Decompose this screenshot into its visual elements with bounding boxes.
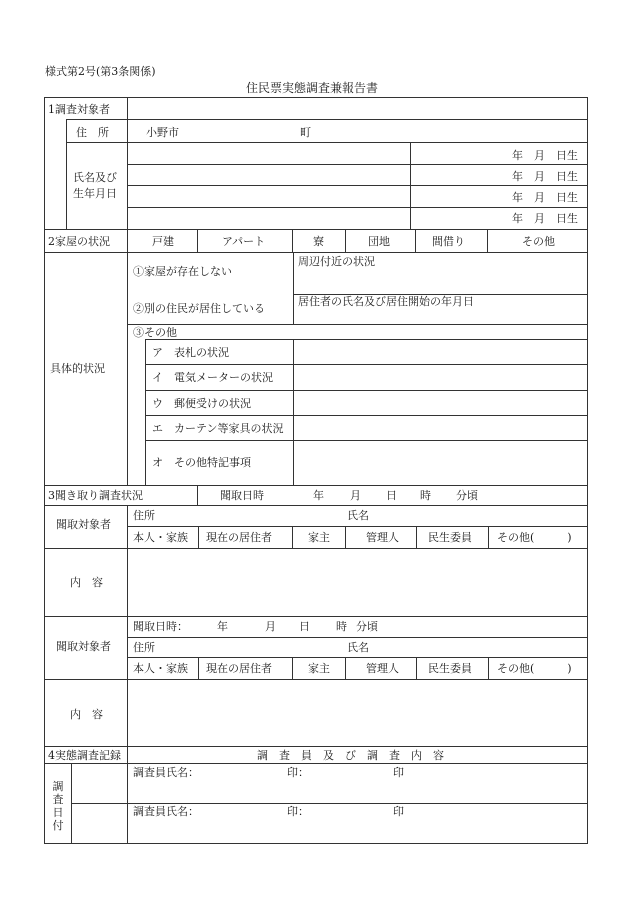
birth-date-2: 年 月 日生 [512,170,578,183]
address-city: 小野市 [146,126,179,139]
relation-other-2: その他( ) [497,662,572,675]
investigator-seal-1a: 印： [287,766,309,779]
divider [44,505,588,506]
sub-item-nameplate: ア 表札の状況 [152,346,229,359]
interviewee-name-1: 氏名 [347,509,369,522]
section4-label: 4実態調査記録 [48,749,121,762]
divider [145,364,588,365]
content-label-1: 内 容 [70,576,103,589]
relation-welfare-commissioner-2: 民生委員 [428,662,472,675]
divider [44,746,588,747]
interview-month: 月 [350,489,361,502]
interview-year: 年 [313,489,324,502]
divider [293,339,294,485]
house-type-detached: 戸建 [152,235,174,248]
divider [127,324,588,325]
detail-item2: ②別の住民が居住している [133,302,265,315]
divider [127,97,128,119]
divider [127,252,128,485]
divider [415,229,416,252]
relation-resident-1: 現在の居住者 [206,531,272,544]
divider [487,229,488,252]
relation-manager-1: 管理人 [366,531,399,544]
divider [44,616,588,617]
sub-item-mailbox: ウ 郵便受けの状況 [152,397,251,410]
investigation-date-label: 調 査 日 付 [52,780,64,832]
investigator-name-label-2: 調査員氏名： [133,805,199,818]
divider [292,657,293,679]
detail-item1: ①家屋が存在しない [133,265,232,278]
divider [127,119,128,229]
divider [345,657,346,679]
divider [345,526,346,548]
sub-item-curtains: エ カーテン等家具の状況 [152,422,284,435]
interview-day: 日 [386,489,397,502]
interview-minute: 分頃 [456,489,478,502]
relation-landlord-2: 家主 [308,662,330,675]
name-birth-label-line2: 生年月日 [73,187,117,200]
divider [66,119,67,229]
section1-label: 1調査対象者 [48,103,110,116]
house-type-dormitory: 寮 [313,235,324,248]
detail-item2-note: 居住者の氏名及び居住開始の年月日 [298,295,474,308]
house-type-apartment: アパート [222,235,266,248]
section4-heading: 調 査 員 及 び 調 査 内 容 [257,749,444,762]
relation-self-family-2: 本人・家族 [133,662,188,675]
house-type-complex: 団地 [368,235,390,248]
investigator-seal-1b: 印 [393,766,404,779]
birth-date-3: 年 月 日生 [512,191,578,204]
name-birth-label-line1: 氏名及び [73,171,117,184]
detail-item3: ③その他 [133,326,177,339]
interviewee-label-2: 聞取対象者 [56,640,111,653]
investigator-seal-2a: 印： [287,805,309,818]
divider [345,229,346,252]
interview-datetime2-label: 聞取日時： [133,620,188,633]
divider [292,526,293,548]
divider [44,679,588,680]
divider [44,485,588,486]
interview-hour: 時 [420,489,431,502]
interview2-day: 日 [299,620,310,633]
section3-label: 3聞き取り調査状況 [48,489,143,502]
divider [71,803,588,804]
divider [127,637,588,638]
house-type-other: その他 [522,235,555,248]
house-type-room-rent: 間借り [432,235,465,248]
divider [127,164,588,165]
divider [127,657,588,658]
interviewee-address-2: 住所 [133,641,155,654]
relation-landlord-1: 家主 [308,531,330,544]
interview2-year: 年 [217,620,228,633]
birth-date-1: 年 月 日生 [512,149,578,162]
divider [145,440,588,441]
form-number: 様式第2号(第3条関係) [45,65,156,78]
divider [66,142,588,143]
interview2-month: 月 [265,620,276,633]
content-label-2: 内 容 [70,708,103,721]
relation-self-family-1: 本人・家族 [133,531,188,544]
interview2-hour: 時 [336,620,347,633]
detail-item1-note: 周辺付近の状況 [298,255,375,268]
interviewee-name-2: 氏名 [347,641,369,654]
divider [292,229,293,252]
form-frame [44,97,588,844]
divider [145,339,588,340]
divider [44,548,588,549]
detail-label: 具体的状況 [50,362,105,375]
divider [127,746,128,844]
address-label: 住 所 [76,126,109,139]
divider [127,185,588,186]
divider [145,390,588,391]
investigator-name-label-1: 調査員氏名： [133,766,199,779]
divider [488,526,489,548]
divider [44,763,588,764]
divider [44,252,588,253]
divider [127,229,128,252]
interview-datetime-label: 聞取日時 [220,489,264,502]
divider [198,657,199,679]
relation-manager-2: 管理人 [366,662,399,675]
divider [145,339,146,485]
divider [127,526,588,527]
divider [127,207,588,208]
interviewee-address-1: 住所 [133,509,155,522]
divider [145,415,588,416]
divider [44,229,588,230]
divider [488,657,489,679]
document-title: 住民票実態調査兼報告書 [246,81,379,95]
sub-item-electric-meter: イ 電気メーターの状況 [152,371,273,384]
divider [66,119,588,120]
sub-item-other-notes: オ その他特記事項 [152,456,251,469]
divider [127,616,128,679]
interview2-minute: 分頃 [356,620,378,633]
divider [293,252,294,324]
relation-welfare-commissioner-1: 民生委員 [428,531,472,544]
address-town: 町 [300,126,311,139]
divider [416,657,417,679]
section2-label: 2家屋の状況 [48,235,110,248]
birth-date-4: 年 月 日生 [512,212,578,225]
divider [416,526,417,548]
divider [127,679,128,746]
divider [127,548,128,616]
relation-other-1: その他( ) [497,531,572,544]
investigator-seal-2b: 印 [393,805,404,818]
divider [197,485,198,505]
relation-resident-2: 現在の居住者 [206,662,272,675]
divider [197,229,198,252]
interviewee-label-1: 聞取対象者 [56,518,111,531]
divider [198,526,199,548]
